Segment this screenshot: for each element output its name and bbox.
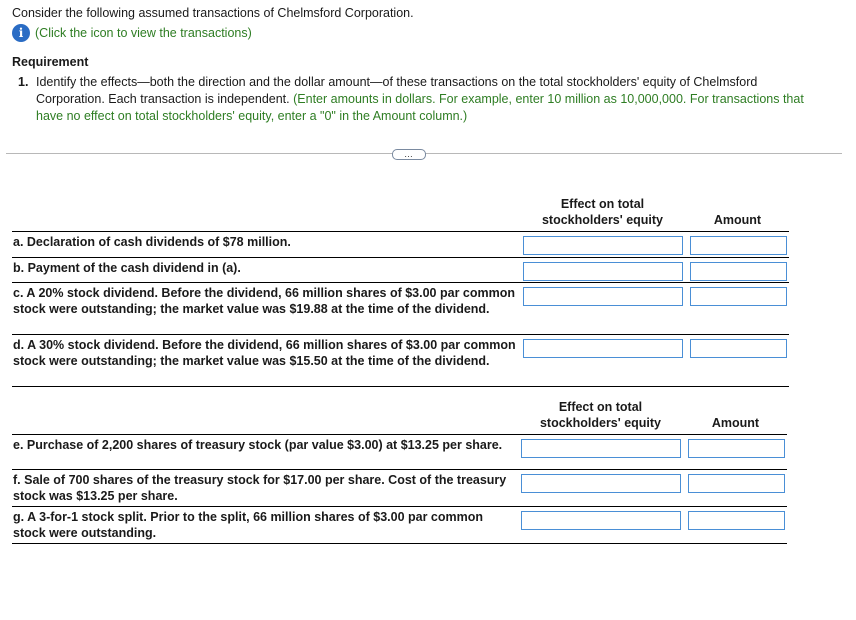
- table-row: [12, 470, 787, 507]
- row-label-e: e. Purchase of 2,200 shares of treasury stock (par value $3.00) at $13.25 per share.: [12, 435, 517, 470]
- table-row: [12, 258, 789, 283]
- table-row: [12, 335, 789, 387]
- table-row: [12, 232, 789, 258]
- effect-input-c[interactable]: [523, 287, 683, 306]
- amount-input-g[interactable]: [688, 511, 785, 530]
- row-label-b: b. Payment of the cash dividend in (a).: [12, 258, 519, 283]
- requirement-instructions: (Enter amounts in dollars. For example, enter 10 million as 10,000,000. For transactions that have no effect on total stockholders' equity, enter a "0" in the Amount column.): [36, 92, 804, 123]
- transactions-table-2: [12, 399, 787, 544]
- requirement-number: 1.: [18, 75, 29, 89]
- table-row: [12, 435, 787, 470]
- intro-text: Consider the following assumed transactions of Chelmsford Corporation.: [12, 6, 414, 20]
- view-transactions-link[interactable]: (Click the icon to view the transactions): [35, 26, 252, 40]
- header-amount: Amount: [686, 196, 789, 232]
- row-label-d: d. A 30% stock dividend. Before the dividend, 66 million shares of $3.00 par common stock were outstanding; the market value was $15.50 at the time of the dividend.: [12, 335, 519, 387]
- effect-input-e[interactable]: [521, 439, 681, 458]
- effect-input-a[interactable]: [523, 236, 683, 255]
- requirement-text: Identify the effects—both the direction and the dollar amount—of these transactions on the total stockholders' equity of Chelmsford Corporation. Each transaction is independent.: [36, 75, 758, 106]
- effect-input-f[interactable]: [521, 474, 681, 493]
- amount-input-b[interactable]: [690, 262, 787, 281]
- header-effect: Effect on total stockholders' equity: [517, 399, 684, 435]
- table-row: [12, 507, 787, 544]
- effect-input-d[interactable]: [523, 339, 683, 358]
- header-blank: [12, 399, 517, 435]
- requirement-title: Requirement: [12, 55, 89, 69]
- amount-input-d[interactable]: [690, 339, 787, 358]
- amount-input-f[interactable]: [688, 474, 785, 493]
- effect-input-g[interactable]: [521, 511, 681, 530]
- effect-input-b[interactable]: [523, 262, 683, 281]
- requirement-item: [18, 74, 818, 125]
- row-label-f: f. Sale of 700 shares of the treasury stock for $17.00 per share. Cost of the treasury stock was $13.25 per share.: [12, 470, 517, 507]
- header-blank: [12, 196, 519, 232]
- info-icon[interactable]: i: [12, 24, 30, 42]
- amount-input-a[interactable]: [690, 236, 787, 255]
- amount-input-e[interactable]: [688, 439, 785, 458]
- header-effect: Effect on total stockholders' equity: [519, 196, 686, 232]
- info-line: [12, 24, 252, 42]
- transactions-table-1: [12, 196, 789, 387]
- row-label-a: a. Declaration of cash dividends of $78 million.: [12, 232, 519, 258]
- table-row: [12, 283, 789, 335]
- expand-more-button[interactable]: …: [392, 149, 426, 160]
- header-amount: Amount: [684, 399, 787, 435]
- row-label-g: g. A 3-for-1 stock split. Prior to the split, 66 million shares of $3.00 par common stock were outstanding.: [12, 507, 517, 544]
- amount-input-c[interactable]: [690, 287, 787, 306]
- row-label-c: c. A 20% stock dividend. Before the dividend, 66 million shares of $3.00 par common stock were outstanding; the market value was $19.88 at the time of the dividend.: [12, 283, 519, 335]
